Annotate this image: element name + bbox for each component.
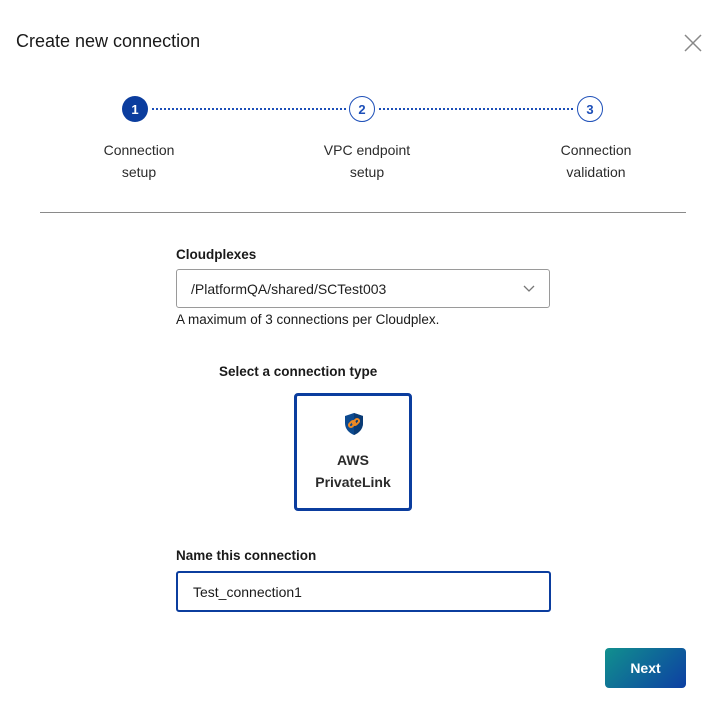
- cloudplexes-select[interactable]: [176, 269, 550, 308]
- step-2-indicator: 2: [349, 96, 375, 122]
- cloudplexes-hint: A maximum of 3 connections per Cloudplex.: [176, 312, 440, 327]
- shield-link-icon: [344, 412, 364, 436]
- close-icon[interactable]: [683, 33, 703, 53]
- step-1-indicator: 1: [122, 96, 148, 122]
- connection-type-line2: PrivateLink: [315, 474, 391, 490]
- step-connector: [379, 108, 573, 110]
- cloudplexes-label: Cloudplexes: [176, 247, 257, 262]
- step-1-label: Connection setup: [103, 142, 175, 180]
- cloudplexes-selected-value: /PlatformQA/shared/SCTest003: [191, 280, 387, 297]
- connection-type-aws-privatelink[interactable]: [294, 393, 412, 511]
- step-2-label: VPC endpoint setup: [323, 142, 411, 180]
- divider: [40, 212, 686, 213]
- connection-type-line1: AWS: [337, 452, 369, 468]
- connection-type-label: Select a connection type: [219, 364, 378, 379]
- step-connector: [152, 108, 346, 110]
- dialog-title: Create new connection: [16, 31, 201, 51]
- step-3-label: Connection validation: [560, 142, 632, 180]
- next-button[interactable]: Next: [605, 648, 686, 688]
- connection-name-input[interactable]: [176, 571, 551, 612]
- step-3-indicator: 3: [577, 96, 603, 122]
- chevron-down-icon: [523, 285, 535, 293]
- connection-name-label: Name this connection: [176, 548, 317, 563]
